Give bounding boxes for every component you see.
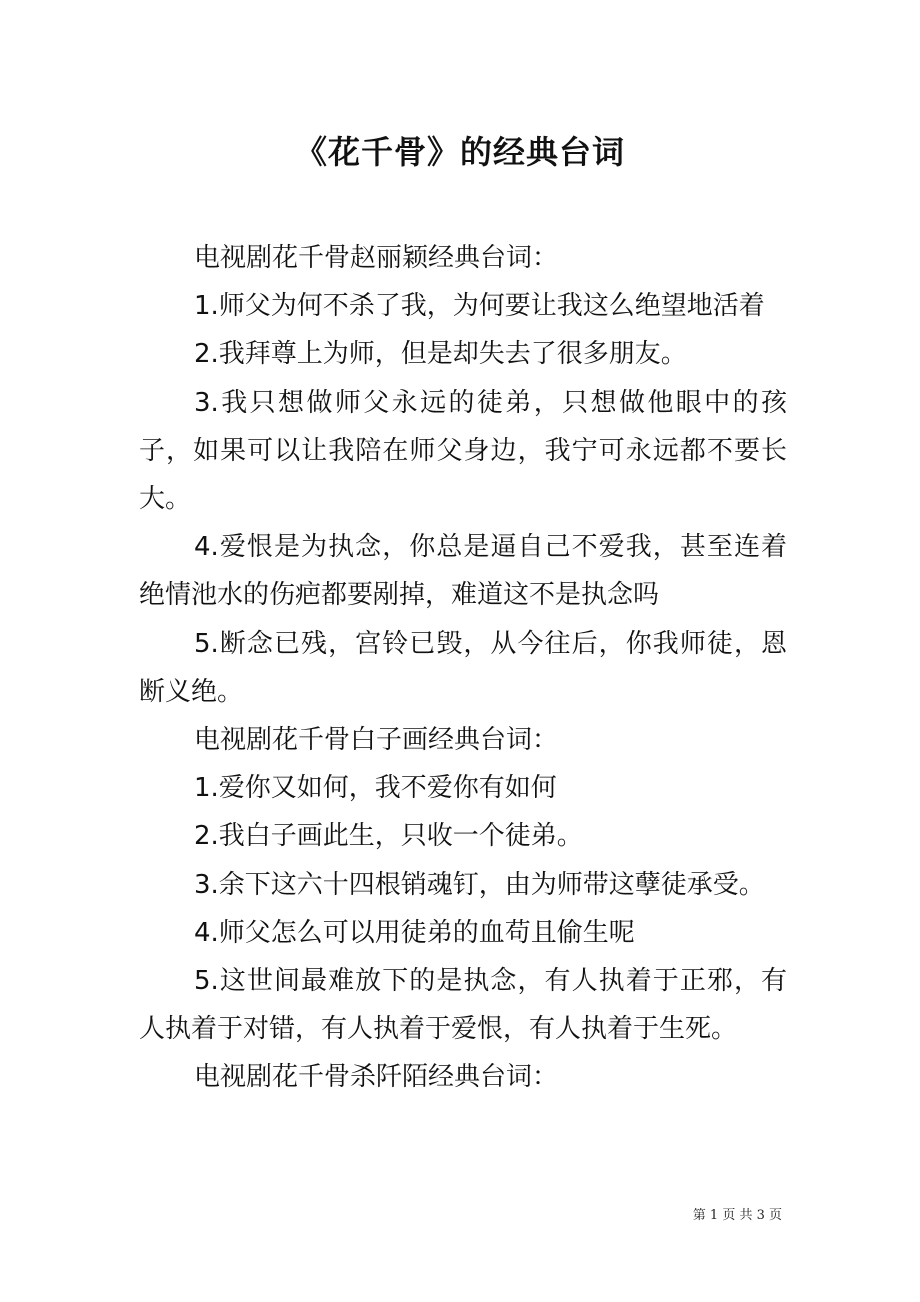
page-number-footer: 第 1 页 共 3 页 — [692, 1208, 782, 1223]
paragraph-quote: 4.师父怎么可以用徒弟的血苟且偷生呢 — [194, 917, 635, 948]
paragraph-quote: 3.余下这六十四根销魂钉，由为师带这孽徒承受。 — [194, 869, 765, 900]
paragraph-quote: 5.断念已残，宫铃已毁，从今往后，你我师徒，恩断义绝。 — [139, 628, 787, 707]
document-title: 《花千骨》的经典台词 — [294, 133, 625, 171]
paragraph-heading-zhao-liying: 电视剧花千骨赵丽颖经典台词： — [194, 243, 559, 273]
paragraph-quote: 1.爱你又如何，我不爱你有如何 — [194, 773, 557, 804]
paragraph-quote: 1.师父为何不杀了我，为何要让我这么绝望地活着 — [194, 291, 765, 322]
paragraph-heading-bai-zihua: 电视剧花千骨白子画经典台词： — [194, 725, 559, 756]
paragraph-quote: 4.爱恨是为执念，你总是逼自己不爱我，甚至连着绝情池水的伤疤都要剐掉，难道这不是执念吗 — [139, 532, 787, 611]
paragraph-heading-sha-qianmo: 电视剧花千骨杀阡陌经典台词： — [194, 1062, 559, 1093]
paragraph-quote: 2.我拜尊上为师，但是却失去了很多朋友。 — [194, 339, 687, 370]
document-body — [139, 234, 787, 1102]
paragraph-quote: 3.我只想做师父永远的徒弟，只想做他眼中的孩子，如果可以让我陪在师父身边，我宁可永远都不要长大。 — [139, 387, 787, 515]
paragraph-quote: 2.我白子画此生，只收一个徒弟。 — [194, 821, 583, 852]
paragraph-quote: 5.这世间最难放下的是执念，有人执着于正邪，有人执着于对错，有人执着于爱恨，有人执着于生死。 — [139, 966, 787, 1045]
